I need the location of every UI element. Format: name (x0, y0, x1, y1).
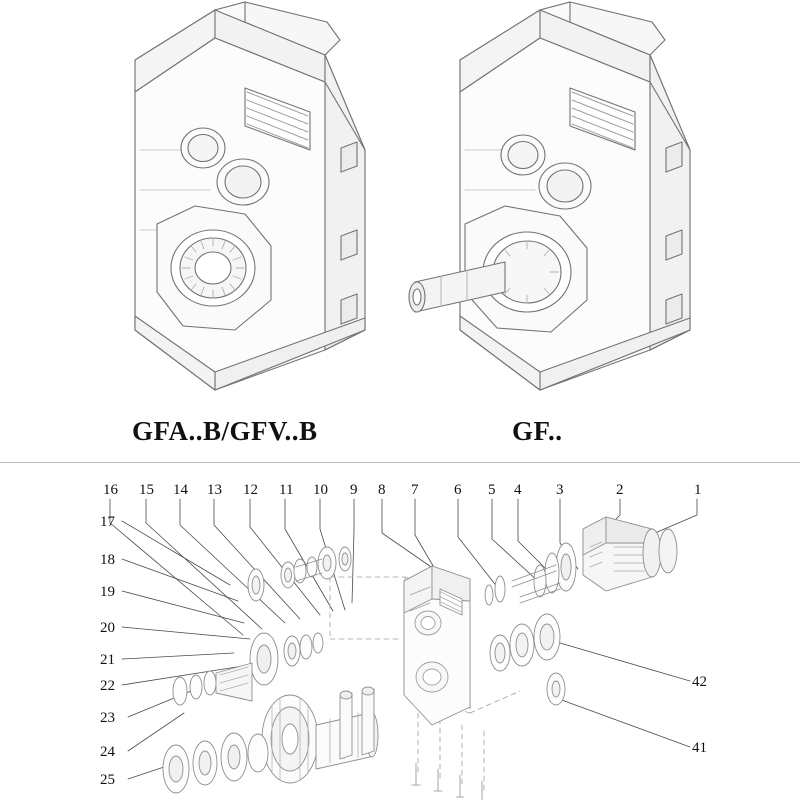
gear-unit-left-illustration (95, 0, 385, 400)
callout-number: 11 (279, 482, 294, 498)
callout-number: 25 (100, 772, 115, 788)
callout-number: 41 (692, 740, 707, 756)
callout-number: 9 (350, 482, 358, 498)
callout-number: 18 (100, 552, 115, 568)
callout-number: 4 (514, 482, 522, 498)
callout-number: 24 (100, 744, 115, 760)
callout-number: 12 (243, 482, 258, 498)
callout-number: 23 (100, 710, 115, 726)
callout-number: 22 (100, 678, 115, 694)
callout-number: 1 (694, 482, 702, 498)
callout-number: 20 (100, 620, 115, 636)
callout-number: 15 (139, 482, 154, 498)
caption-left: GFA..B/GFV..B (132, 416, 318, 446)
gear-unit-right-illustration (405, 0, 705, 400)
callout-number: 6 (454, 482, 462, 498)
caption-right: GF.. (512, 416, 563, 446)
callout-number: 42 (692, 674, 707, 690)
callout-number: 8 (378, 482, 386, 498)
callout-number: 14 (173, 482, 188, 498)
callout-number: 19 (100, 584, 115, 600)
callout-number: 17 (100, 514, 115, 530)
exploded-parts-illustration (0, 463, 800, 800)
exploded-view-area (0, 463, 800, 800)
callout-number: 5 (488, 482, 496, 498)
callout-number: 3 (556, 482, 564, 498)
callout-number: 10 (313, 482, 328, 498)
callout-number: 7 (411, 482, 419, 498)
callout-number: 21 (100, 652, 115, 668)
callout-number: 2 (616, 482, 624, 498)
callout-number: 13 (207, 482, 222, 498)
callout-number: 16 (103, 482, 118, 498)
